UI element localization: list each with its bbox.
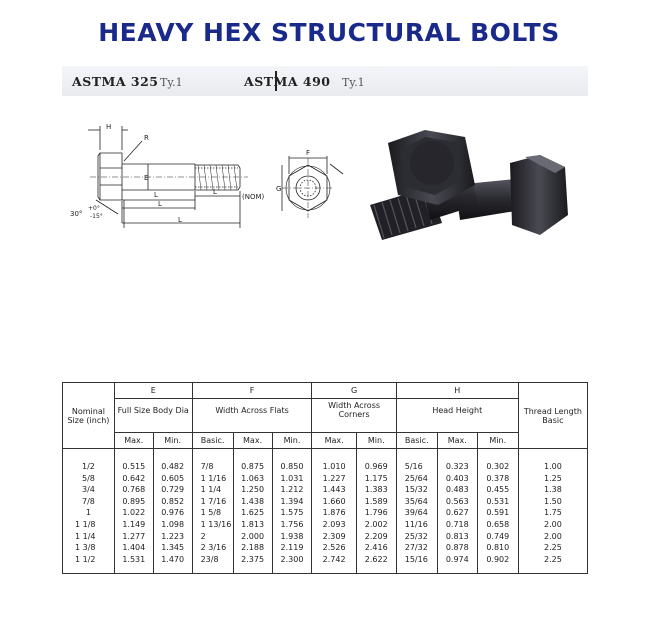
table-cell: 1.756 [272,519,312,531]
dim-F-label: F [306,149,311,157]
table-cell: 1 7/16 [192,496,233,508]
table-cell: 1.75 [518,507,587,519]
table-cell: 0.768 [114,484,153,496]
table-cell: 0.605 [153,473,192,485]
table-row [63,542,588,554]
table-cell: 1.250 [233,484,272,496]
header-thread-length: Thread Length Basic [518,383,587,449]
table-cell: 1.212 [272,484,312,496]
table-cell: 0.591 [477,507,518,519]
table-row [63,507,588,519]
col-header: Basic. [396,433,437,449]
table-cell: 1.660 [312,496,356,508]
table-cell: 15/32 [396,484,437,496]
table-cell: 1.277 [114,531,153,543]
table-cell: 1 1/4 [192,484,233,496]
table-cell: 1.443 [312,484,356,496]
table-cell: 2.209 [356,531,396,543]
table-cell: 2.093 [312,519,356,531]
table-cell: 0.658 [477,519,518,531]
table-cell: 1.063 [233,473,272,485]
table-cell: 25/64 [396,473,437,485]
header-G: G [312,383,396,399]
tol-minus-label: -15° [90,213,103,220]
table-cell: 1.175 [356,473,396,485]
dim-L-label: L [178,216,182,224]
header-F: F [192,383,312,399]
col-header: Max. [312,433,356,449]
table-cell: 1 5/8 [192,507,233,519]
table-cell: 1.938 [272,531,312,543]
table-cell: 1.010 [312,449,356,473]
table-cell: 2.300 [272,554,312,574]
table-cell: 5/16 [396,449,437,473]
subheader-G: Width Across Corners [312,399,396,433]
table-cell: 0.531 [477,496,518,508]
table-body [63,449,588,574]
table-cell: 7/8 [192,449,233,473]
col-header: Basic. [192,433,233,449]
nom-label: (NOM) [242,193,265,201]
table-row [63,554,588,574]
spec-type-2: Ty.1 [342,76,365,89]
table-cell: 1.438 [233,496,272,508]
table-row [63,484,588,496]
table-cell: 0.378 [477,473,518,485]
table-cell: 2.309 [312,531,356,543]
table-cell: 2.188 [233,542,272,554]
subheader-H: Head Height [396,399,518,433]
table-cell: 0.875 [233,449,272,473]
table-cell: 2.25 [518,542,587,554]
col-header: Max. [437,433,477,449]
table-cell: 0.515 [114,449,153,473]
dim-Lb-label: L [154,191,158,199]
dimensions-table [62,382,588,574]
col-header: Min. [153,433,192,449]
tol-plus-label: +0° [88,205,100,212]
table-cell: 2.00 [518,531,587,543]
table-cell: 2.00 [518,519,587,531]
table-cell: 1 1/16 [192,473,233,485]
table-cell: 15/16 [396,554,437,574]
table-row [63,496,588,508]
table-cell: 2.526 [312,542,356,554]
col-header: Min. [356,433,396,449]
table-cell: 1.589 [356,496,396,508]
table-cell: 3/4 [81,485,95,495]
table-row [63,519,588,531]
table-cell: 1.149 [114,519,153,531]
table-cell: 0.482 [153,449,192,473]
header-E: E [114,383,192,399]
dim-Lg-label: L [158,200,162,208]
table-cell: 1 [85,508,91,518]
col-header: Min. [272,433,312,449]
table-cell: 25/32 [396,531,437,543]
table-cell: 2 3/16 [192,542,233,554]
table-cell: 0.749 [477,531,518,543]
table-cell: 1 13/16 [192,519,233,531]
table-cell: 2.25 [518,554,587,574]
table-cell: 0.850 [272,449,312,473]
table-cell: 0.878 [437,542,477,554]
table-cell: 0.852 [153,496,192,508]
table-cell: 0.642 [114,473,153,485]
bolt-photo [360,125,585,245]
table-cell: 2.622 [356,554,396,574]
table-cell: 0.627 [437,507,477,519]
table-cell: 0.969 [356,449,396,473]
table-cell: 1.813 [233,519,272,531]
table-cell: 0.483 [437,484,477,496]
table-cell: 1.345 [153,542,192,554]
table-cell: 35/64 [396,496,437,508]
col-header: Max. [233,433,272,449]
table-cell: 2.002 [356,519,396,531]
dim-Lt-label: L [213,188,217,196]
subheader-E: Full Size Body Dia [114,399,192,433]
spec-bar [62,66,588,96]
table-cell: 39/64 [396,507,437,519]
table-cell: 1 1/2 [75,554,96,564]
dim-R-label: R [144,134,149,142]
table-cell: 0.718 [437,519,477,531]
table-cell: 1 3/8 [75,543,96,553]
bolt-end-view [282,156,343,218]
table-cell: 0.974 [437,554,477,574]
spec-standard-1: ASTMA 325 [72,74,159,89]
table-cell: 0.455 [477,484,518,496]
col-header: Min. [477,433,518,449]
table-cell: 0.729 [153,484,192,496]
subheader-F: Width Across Flats [192,399,312,433]
table-cell: 1.022 [114,507,153,519]
table-cell: 1 1/4 [75,531,96,541]
table-cell: 1.098 [153,519,192,531]
table-cell: 1.227 [312,473,356,485]
table-cell: 1.796 [356,507,396,519]
table-cell: 1 1/8 [75,519,96,529]
table-cell: 0.403 [437,473,477,485]
dim-E-label: E [144,174,149,182]
bolt-dimension-drawing [68,118,358,243]
table-cell: 11/16 [396,519,437,531]
table-row [63,449,588,473]
table-cell: 0.902 [477,554,518,574]
table-cell: 0.302 [477,449,518,473]
table-cell: 0.813 [437,531,477,543]
table-cell: 2 [192,531,233,543]
table-cell: 7/8 [81,496,95,506]
header-nominal-size: Nominal Size (inch) [63,383,115,449]
table-cell: 1.38 [518,484,587,496]
table-cell: 1.25 [518,473,587,485]
table-cell: 1.50 [518,496,587,508]
table-row [63,531,588,543]
table-cell: 0.563 [437,496,477,508]
table-cell: 1.575 [272,507,312,519]
table-cell: 1.223 [153,531,192,543]
page-title: HEAVY HEX STRUCTURAL BOLTS [98,18,560,47]
table-cell: 5/8 [81,473,95,483]
dim-G-label: G [276,185,282,193]
table-cell: 2.742 [312,554,356,574]
table-cell: 1.404 [114,542,153,554]
table-cell: 1.531 [114,554,153,574]
table-cell: 1.625 [233,507,272,519]
table-cell: 0.976 [153,507,192,519]
table-cell: 0.810 [477,542,518,554]
table-cell: 23/8 [192,554,233,574]
table-cell: 1.876 [312,507,356,519]
table-cell: 27/32 [396,542,437,554]
header-H: H [396,383,518,399]
table-cell: 2.416 [356,542,396,554]
table-cell: 1/2 [81,462,95,471]
table-cell: 2.000 [233,531,272,543]
table-cell: 1.394 [272,496,312,508]
col-header: Max. [114,433,153,449]
bolt-side-view [88,126,248,228]
spec-standard-2: ASTMA 490 [244,74,331,89]
dim-H-label: H [106,123,112,131]
dimensions-table-container [62,382,588,574]
table-cell: 2.375 [233,554,272,574]
spec-type-1: Ty.1 [160,76,183,89]
table-row [63,473,588,485]
table-cell: 1.383 [356,484,396,496]
table-cell: 1.031 [272,473,312,485]
table-cell: 1.470 [153,554,192,574]
table-cell: 1.00 [518,449,587,473]
table-cell: 0.323 [437,449,477,473]
table-cell: 0.895 [114,496,153,508]
table-cell: 2.119 [272,542,312,554]
angle-label: 30° [70,210,83,218]
